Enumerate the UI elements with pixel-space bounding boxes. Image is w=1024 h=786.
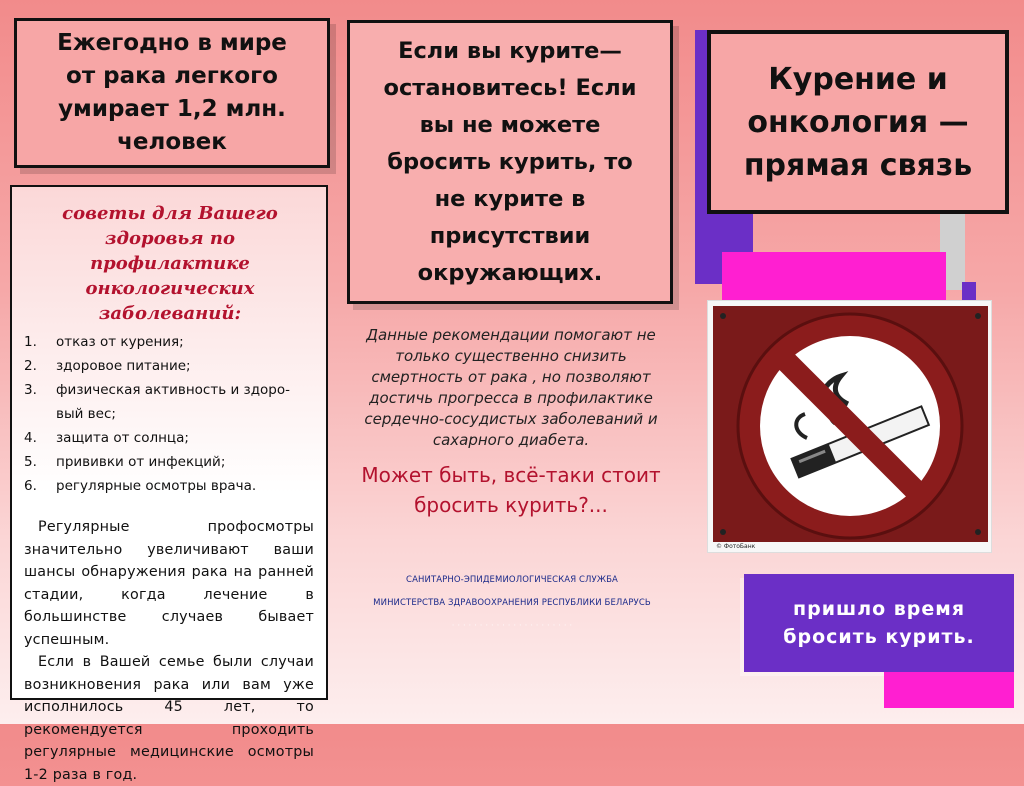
no-smoking-sign-icon — [713, 306, 988, 542]
list-item: 2. здоровое питание; — [24, 358, 191, 374]
quit-appeal-text: Если вы курите— остановитесь! Если вы не можете бросить курить, то не курите в присутствии окружающих. — [383, 37, 637, 286]
lung-cancer-stat-box — [14, 18, 330, 168]
lung-cancer-stat-text: Ежегодно в мире от рака легкого умирает 1,2 млн. человек — [57, 30, 287, 155]
recommendations-text: Данные рекомендации помогают не только существенно снизить смертность от рака , но позволяют достичь прогресса в профилактике сердечно-сосудистых заболеваний и сахарного диабета. — [364, 326, 658, 449]
checkup-paragraph-1: Регулярные профосмотры значительно увеличивают ваши шансы обнаружения рака на ранней стадии, когда лечение в большинстве случаев бывает успешным. — [24, 519, 314, 648]
list-item: 6. регулярные осмотры врача. — [24, 478, 257, 494]
checkup-advice — [24, 516, 316, 786]
quit-question: Может быть, всё-таки стоит бросить курить?... — [361, 463, 661, 517]
org-line-2: МИНИСТЕРСТВА ЗДРАВООХРАНЕНИЯ РЕСПУБЛИКИ БЕЛАРУСЬ — [373, 598, 651, 608]
tips-title: советы для Вашего здоровья по профилактике онкологических заболеваний: — [62, 203, 278, 324]
call-to-action-text: пришло время бросить курить. — [783, 598, 975, 648]
health-tips-box — [10, 185, 328, 783]
quit-appeal-box — [347, 20, 673, 304]
tips-list — [24, 330, 316, 498]
decor-magenta-bar — [722, 252, 946, 300]
image-watermark: © ФотоБанк — [716, 543, 756, 550]
list-item: 5. прививки от инфекций; — [24, 454, 226, 470]
list-item: 4. защита от солнца; — [24, 430, 189, 446]
brochure-title: Курение и онкология — прямая связь — [743, 61, 973, 183]
faded-line: · · · · · · · · · · · · · · · · · · · · · · — [451, 621, 573, 631]
call-to-action-box — [744, 574, 1014, 672]
checkup-paragraph-2: Если в Вашей семье были случаи возникновения рака или вам уже исполнилось 45 лет, то рекомендуется проходить регулярные медицинские осмотры 1-2 раза в год. — [24, 654, 314, 783]
org-line-1: САНИТАРНО-ЭПИДЕМИОЛОГИЧЕСКАЯ СЛУЖБА — [406, 575, 618, 585]
list-item: 3. физическая активность и здоро-вый вес; — [24, 382, 290, 422]
sign-background — [713, 306, 988, 542]
brochure-title-box — [707, 30, 1009, 214]
decor-magenta-bottom — [884, 672, 1014, 708]
list-item: 1. отказ от курения; — [24, 334, 184, 350]
no-smoking-sign — [707, 300, 992, 553]
